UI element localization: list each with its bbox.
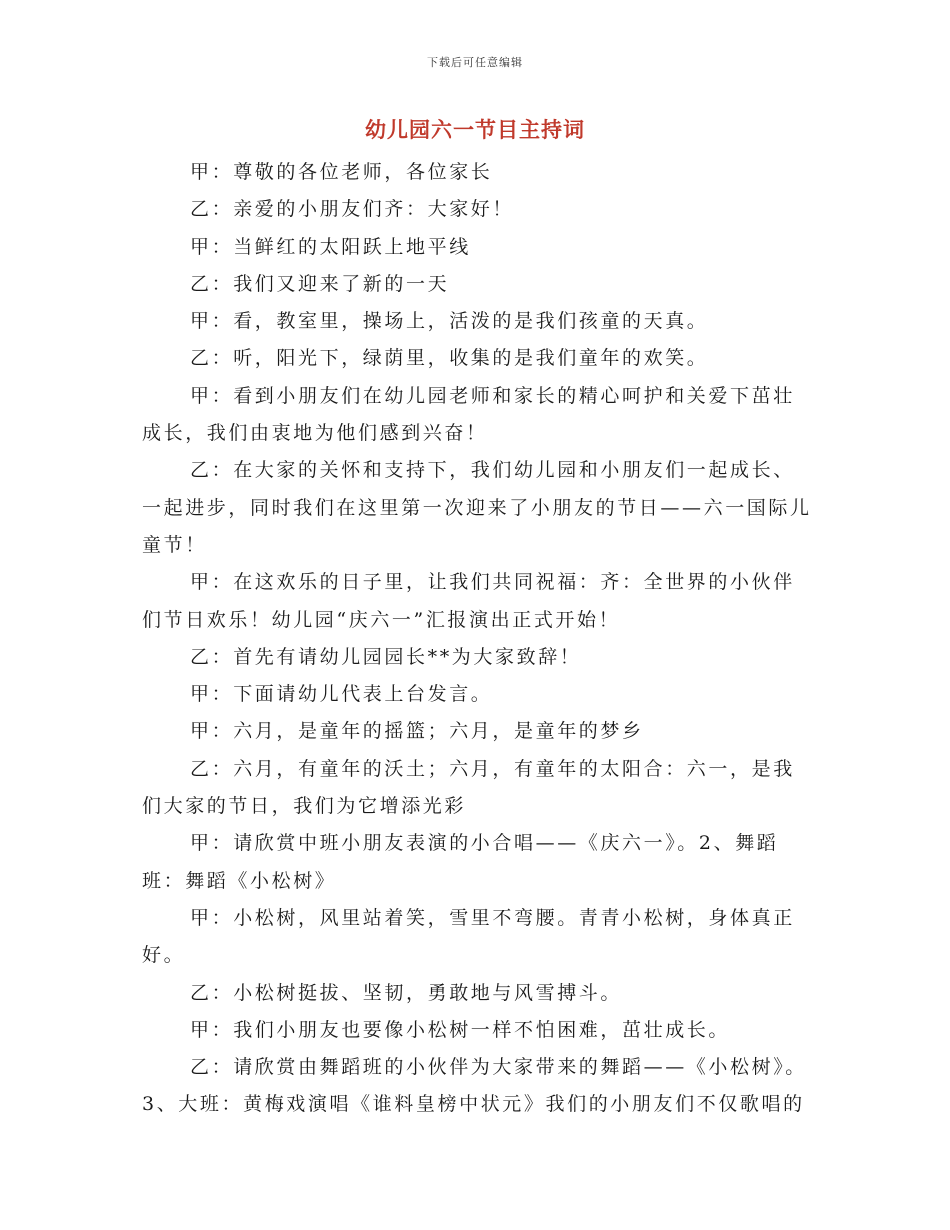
paragraph: 乙：我们又迎来了新的一天: [190, 272, 450, 295]
paragraph: 甲：下面请幼儿代表上台发言。: [190, 683, 493, 706]
paragraph: 乙：在大家的关怀和支持下，我们幼儿园和小朋友们一起成长、一起进步，同时我们在这里第一次迎来了小朋友的节日——六一国际儿童节！: [142, 459, 812, 556]
paragraph: 甲：当鲜红的太阳跃上地平线: [190, 235, 471, 258]
paragraph: 甲：请欣赏中班小朋友表演的小合唱——《庆六一》。2、舞蹈班：舞蹈《小松树》: [142, 832, 779, 892]
header-note: 下载后可任意编辑: [427, 56, 523, 69]
paragraph: 甲：看到小朋友们在幼儿园老师和家长的精心呵护和关爱下茁壮成长，我们由衷地为他们感到兴奋！: [142, 384, 795, 445]
paragraph: 甲：我们小朋友也要像小松树一样不怕困难，茁壮成长。: [190, 1018, 731, 1041]
paragraph: 乙：亲爱的小朋友们齐：大家好！: [190, 198, 515, 221]
paragraph: 乙：听，阳光下，绿荫里，收集的是我们童年的欢笑。: [190, 347, 709, 370]
paragraph: 甲：六月，是童年的摇篮；六月，是童年的梦乡: [190, 720, 644, 743]
document-title: 幼儿园六一节目主持词: [365, 118, 585, 142]
paragraph: 甲：看，教室里，操场上，活泼的是我们孩童的天真。: [190, 310, 709, 333]
paragraph: 乙：首先有请幼儿园园长**为大家致辞！: [190, 645, 582, 668]
paragraph: 甲：在这欢乐的日子里，让我们共同祝福：齐：全世界的小伙伴们节日欢乐！幼儿园“庆六一”汇报演出正式开始！: [142, 571, 795, 631]
paragraph: 乙：六月，有童年的沃土；六月，有童年的太阳合：六一，是我们大家的节日，我们为它增添光彩: [142, 757, 795, 818]
paragraph: 乙：小松树挺拔、坚韧，勇敢地与风雪搏斗。: [190, 981, 623, 1004]
document-body: [142, 154, 812, 1124]
paragraph: 甲：尊敬的各位老师，各位家长: [190, 161, 493, 183]
paragraph: 乙：请欣赏由舞蹈班的小伙伴为大家带来的舞蹈——《小松树》。3、大班：黄梅戏演唱《谁料皇榜中状元》我们的小朋友们不仅歌唱的: [142, 1056, 807, 1116]
paragraph: 甲：小松树，风里站着笑，雪里不弯腰。青青小松树，身体真正好。: [142, 906, 795, 967]
